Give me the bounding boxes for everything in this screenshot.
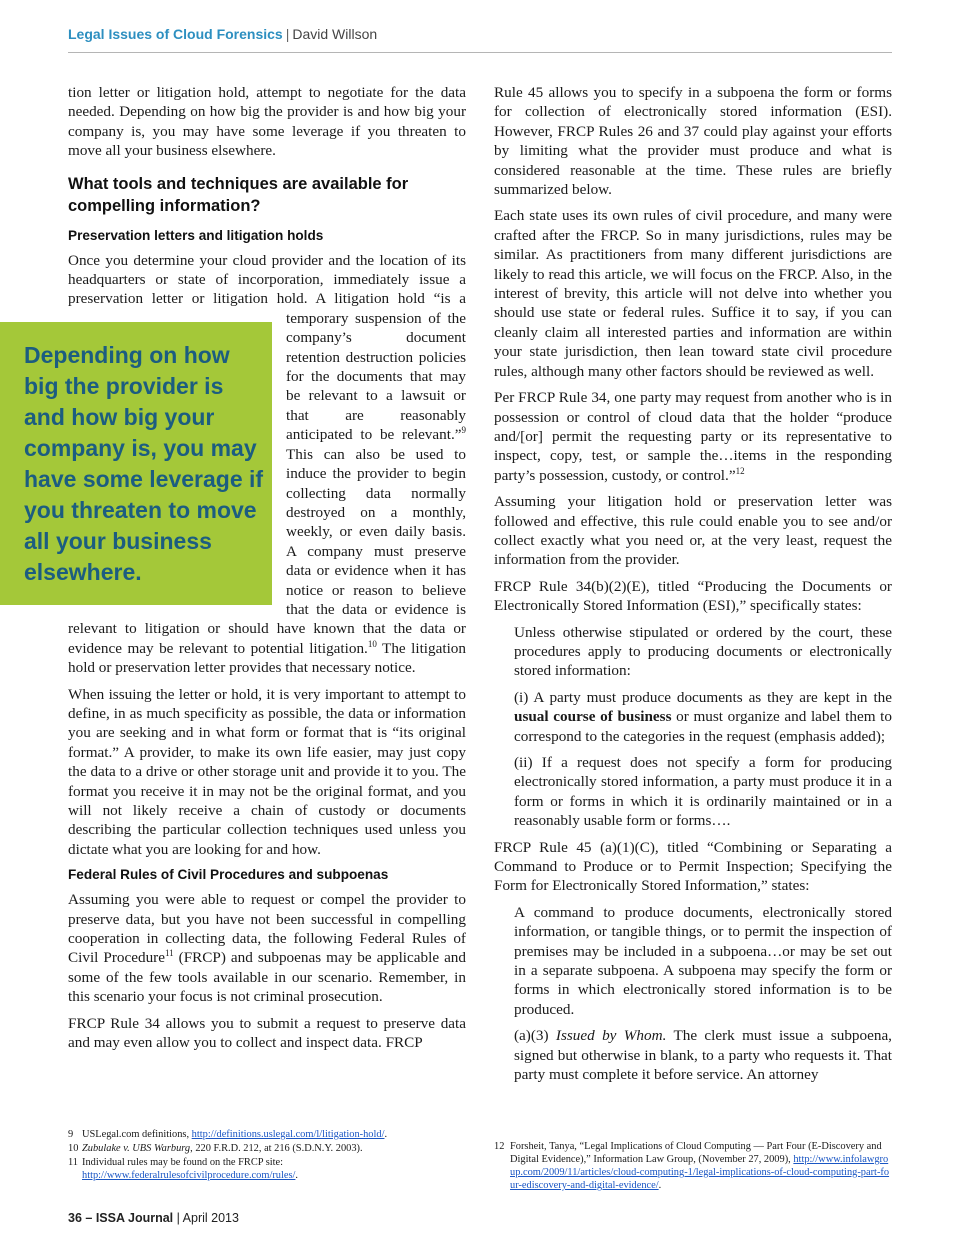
subsection-heading: Federal Rules of Civil Procedures and subpoenas bbox=[68, 867, 389, 883]
footnote-link[interactable]: http://www.federalrulesofcivilprocedure.com/rules/ bbox=[82, 1170, 296, 1181]
paragraph bbox=[68, 251, 466, 678]
pullquote: Depending on how big the provider is and how big your company is, you may have some leverage if you threaten to move all your business elsewhere. bbox=[24, 342, 264, 585]
text-run: The clerk must issue a subpoena, signed but otherwise in blank, to a party who requests it. That party must complete it before service. An attorney bbox=[514, 1027, 892, 1084]
running-header bbox=[68, 26, 892, 53]
paragraph: Assuming your litigation hold or preservation letter was followed and effective, this rule could enable you to see and/or collect exactly what you need or, at the very least, request the information from the provider. bbox=[494, 493, 892, 569]
subsection-heading: Preservation letters and litigation holds bbox=[68, 227, 324, 243]
paragraph: tion letter or litigation hold, attempt to negotiate for the data needed. Depending on how big the provider is and how big your company is, you may have some leverage if you threaten to move all your business elsewhere. bbox=[68, 84, 466, 160]
footnote-link[interactable]: http://definitions.uslegal.com/l/litigation-hold/ bbox=[191, 1129, 385, 1140]
text-run: (FRCP) and subpoenas may be applicable and some of the few tools available in our scenario. Remember, in this scenario your focus is not criminal prosecution. bbox=[68, 949, 466, 1006]
block-quote: (ii) If a request does not specify a form for producing electronically stored information, a party must produce it in a form or forms in which it is ordinarily maintained or in a reasonably usable form or forms…. bbox=[514, 754, 892, 830]
emphasis-text: usual course of business bbox=[514, 708, 672, 726]
italic-text: Issued by Whom. bbox=[555, 1027, 667, 1045]
journal-name: ISSA Journal bbox=[95, 1211, 174, 1225]
footer-separator: | bbox=[173, 1211, 183, 1225]
issue-date: April 2013 bbox=[182, 1211, 239, 1225]
footnote bbox=[68, 1128, 466, 1141]
italic-text: Zubulake v. UBS Warburg bbox=[82, 1143, 191, 1154]
section-heading: What tools and techniques are available for compelling information? bbox=[68, 174, 409, 215]
text-run: or must organize and label them to correspond to the categories in the request (emphasis added); bbox=[514, 708, 892, 745]
paragraph: Each state uses its own rules of civil procedure, and many were crafted after the FRCP. So in many jurisdictions, rules may be similar. As practitioners from many different jurisdictions are likely to read this article, we will focus on the FRCP. Also, in the interest of brevity, this article will not delve into whether you should use state or federal rules. Suffice it to say, if you can cleanly claim all interested parties and information are within your state jurisdiction, then lean toward state civil procedure rules, although many other factors should be reviewed as well. bbox=[494, 207, 892, 380]
paragraph: When issuing the letter or hold, it is very important to attempt to define, in as much specificity as possible, the data or information you are seeking and in what form or format that is “its original format.” A provider, to make its own life easier, may just copy the data to a drive or other storage unit and provide it to you. The format you receive it in may not be the original format, and you will not likely receive a chain of custody or documents describing the particular collection techniques used unless you dictate what you are looking for and how. bbox=[68, 685, 466, 858]
header-author: David Willson bbox=[292, 26, 378, 42]
footnote-text bbox=[82, 1128, 387, 1141]
block-quote: A command to produce documents, electronically stored information, or tangible things, or to permit the inspection of premises may be included in a subpoena…or may be set out in a separate subpoena. A subpoena may specify the form or forms in which electronically stored information is to be produced. bbox=[514, 903, 892, 1018]
left-column bbox=[68, 83, 466, 1059]
footnote-text bbox=[82, 1142, 363, 1155]
footnote bbox=[494, 1140, 892, 1192]
right-column bbox=[494, 83, 892, 1092]
paragraph bbox=[494, 388, 892, 485]
page-number: 36 bbox=[68, 1211, 82, 1225]
block-quote bbox=[514, 688, 892, 746]
text-run: . bbox=[384, 1129, 388, 1140]
text-run: Individual rules may be found on the FRCP site: bbox=[82, 1157, 284, 1168]
text-run: Once you determine your cloud provider and the location of its headquarters or state of incorporation, immediately issue a preservation letter or litigation hold. A litigation hold “is a temporary suspension of the company’s document retention destruction policies for the documents that may be relevant to a lawsuit or that are reasonably anticipated to be relevant.” bbox=[68, 251, 466, 444]
footnote-number: 9 bbox=[68, 1129, 74, 1140]
footnote-ref[interactable]: 9 bbox=[461, 425, 466, 436]
paragraph: FRCP Rule 45 (a)(1)(C), titled “Combining or Separating a Command to Produce or to Permit Inspection; Specifying the Form for Electronically Stored Information,” states: bbox=[494, 838, 892, 895]
text-run: . bbox=[295, 1170, 299, 1181]
text-run: Per FRCP Rule 34, one party may request from another who is in possession or control of cloud data that the holder “produce and/[or] permit the requesting party or its representative to inspect, copy, test, or sample the…items in the responding party’s possession, custody, or control.” bbox=[494, 389, 892, 484]
footnote-number: 11 bbox=[68, 1157, 79, 1168]
text-run: Forsheit, Tanya, “Legal Implications of Cloud Computing — Part Four (E-Discovery and Digital Evidence),” Information Law Group, (November 27, 2009), bbox=[510, 1141, 882, 1165]
footnote-link[interactable]: http://www.infolawgroup.com/2009/11/articles/cloud-computing-1/legal-implications-of-cloud-computing-part-four-ediscovery-and-digital-evidence/ bbox=[510, 1154, 890, 1191]
footnote-text bbox=[510, 1140, 892, 1192]
footnote-ref[interactable]: 10 bbox=[367, 638, 377, 649]
header-title: Legal Issues of Cloud Forensics bbox=[68, 26, 283, 42]
footnote-number: 12 bbox=[494, 1141, 505, 1152]
paragraph: Rule 45 allows you to specify in a subpoena the form or forms for collection of electronically stored information (ESI). However, FRCP Rules 26 and 37 could play against your efforts by limiting what the provider must produce and what is considered reasonable at the time. These rules are briefly summarized below. bbox=[494, 84, 892, 199]
text-run: Assuming you were able to request or compel the provider to preserve data, but you have not been successful in compelling cooperation in collecting data, the following Federal Rules of Civil Procedure bbox=[68, 891, 466, 967]
text-run: , 220 F.R.D. 212, at 216 (S.D.N.Y. 2003). bbox=[190, 1143, 363, 1154]
footnotes-right bbox=[494, 1140, 892, 1193]
paragraph bbox=[68, 890, 466, 1006]
text-run: The litigation hold or preservation letter provides that necessary notice. bbox=[68, 639, 466, 677]
header-separator: | bbox=[285, 26, 290, 42]
footnote bbox=[68, 1156, 466, 1182]
block-quote: Unless otherwise stipulated or ordered by the court, these procedures apply to producing documents or electronically stored information: bbox=[514, 623, 892, 680]
footer-dash: – bbox=[81, 1211, 96, 1225]
page-footer bbox=[68, 1211, 239, 1225]
pullquote-spacer bbox=[68, 322, 286, 605]
footnote-ref[interactable]: 11 bbox=[164, 948, 174, 959]
footnote bbox=[68, 1142, 466, 1155]
block-quote bbox=[514, 1026, 892, 1084]
paragraph: FRCP Rule 34 allows you to submit a request to preserve data and may even allow you to collect and inspect data. FRCP bbox=[68, 1014, 466, 1052]
paragraph: FRCP Rule 34(b)(2)(E), titled “Producing the Documents or Electronically Stored Information (ESI),” specifically states: bbox=[494, 577, 892, 615]
text-run: . bbox=[658, 1180, 662, 1191]
footnote-ref[interactable]: 12 bbox=[735, 465, 745, 476]
footnotes-left bbox=[68, 1128, 466, 1183]
text-run: This can also be used to induce the provider to begin collecting data normally destroyed on a monthly, weekly, or even daily basis. A company must preserve data or evidence when it has notice or reason to believe that the data or evidence is relevant to litigation or should have known that the data or evidence may be relevant to potential litigation. bbox=[68, 445, 466, 657]
footnote-number: 10 bbox=[68, 1143, 79, 1154]
text-run: (i) A party must produce documents as they are kept in the bbox=[514, 688, 892, 706]
text-run: (a)(3) bbox=[514, 1027, 556, 1045]
text-run: USLegal.com definitions, bbox=[82, 1129, 192, 1140]
footnote-text bbox=[82, 1156, 466, 1182]
